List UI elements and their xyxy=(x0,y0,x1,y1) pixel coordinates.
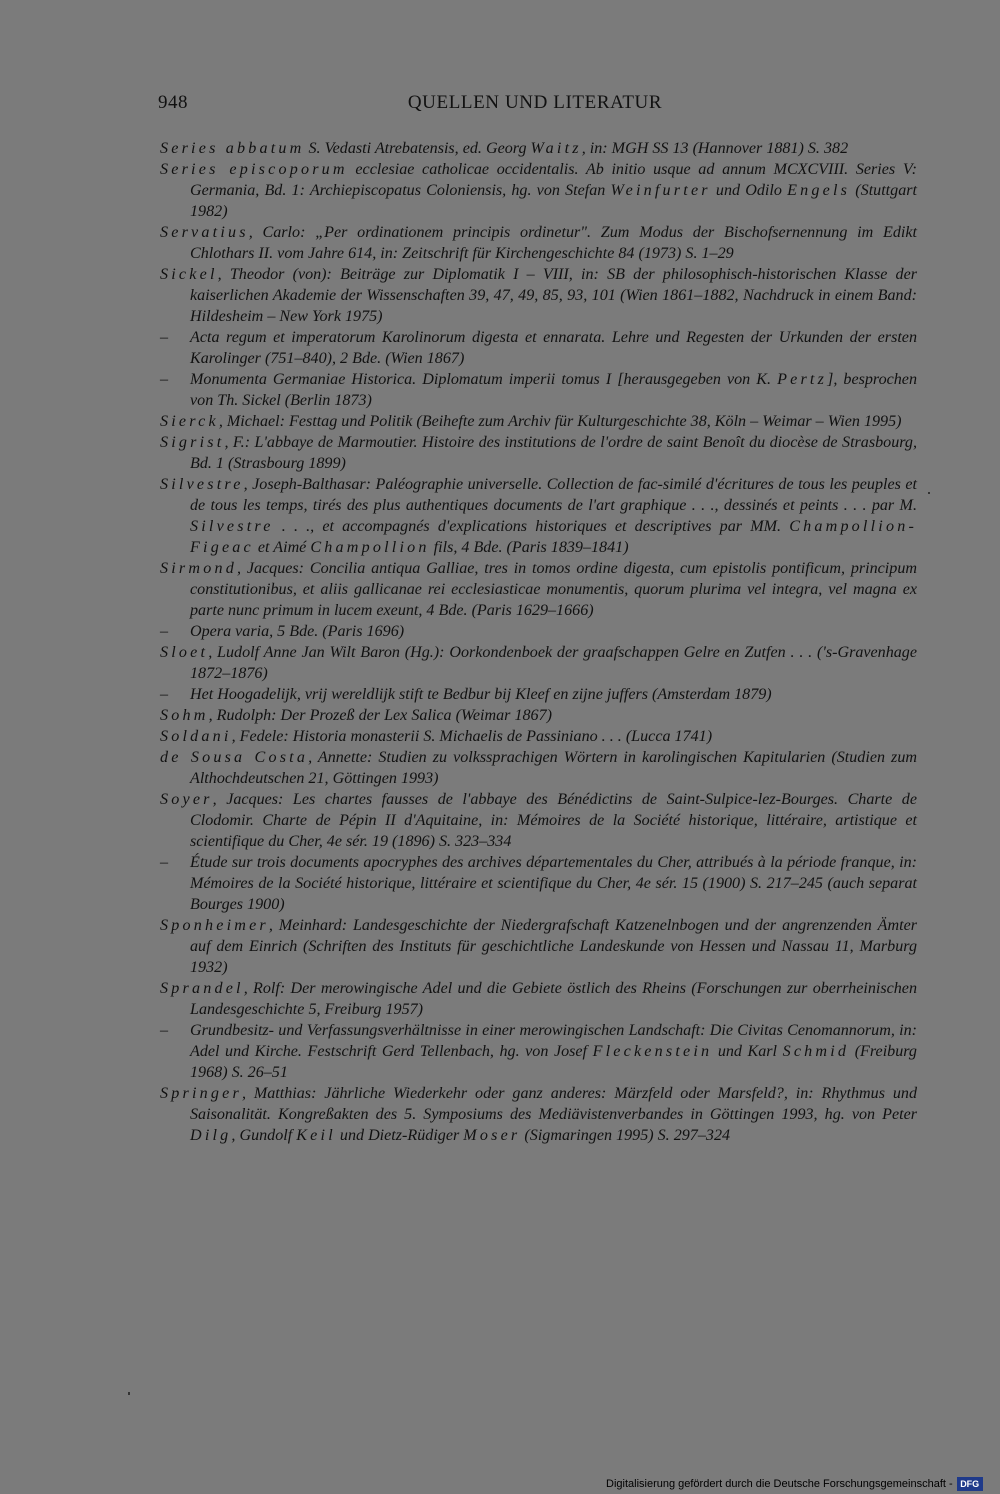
entry-text: Monumenta Germaniae Historica. Diplomatum imperii tomus I [herausgegeben von K. xyxy=(190,371,778,388)
author-name: Pertz xyxy=(777,371,828,388)
entry-text: Acta regum et imperatorum Karolinorum digesta et ennarata. Lehre und Regesten der Urkunden der ersten Karolinger (751–840), 2 Bde. (Wien 1867) xyxy=(190,329,917,367)
bibliography-entry xyxy=(160,264,917,327)
author-name: Schmid xyxy=(782,1043,850,1060)
author-name: Champollion-Figeac xyxy=(190,518,917,556)
entry-text: (Freiburg 1968) S. 26–51 xyxy=(190,1043,917,1081)
scan-speck xyxy=(928,492,930,494)
entry-text: Étude sur trois documents apocryphes des archives départementales du Cher, attribués à la période franque, in: Mémoires de la Société historique, littéraire et scientifique du Cher, 4e sér. 15 (1900) S. 217–245 (auch separat Bourges 1900) xyxy=(190,854,917,913)
bibliography-entry xyxy=(160,1083,917,1146)
bibliography-entry xyxy=(160,789,917,852)
bibliography-entry xyxy=(160,159,917,222)
entry-text: , Rolf: Der merowingische Adel und die Gebiete östlich des Rheins (Forschungen zur oberrheinischen Landesgeschichte 5, Freiburg 1957) xyxy=(190,980,917,1018)
bibliography-entry xyxy=(160,411,917,432)
author-name: Servatius xyxy=(160,224,249,241)
bibliography-entry xyxy=(160,684,917,705)
bibliography-entry xyxy=(160,915,917,978)
author-name: Silvestre xyxy=(160,476,244,493)
repeat-author-dash: – xyxy=(160,623,169,640)
author-name: Keil xyxy=(296,1127,336,1144)
entry-text: et Aimé xyxy=(253,539,311,556)
author-name: Engels xyxy=(787,182,851,199)
author-name: de Sousa Costa xyxy=(160,749,309,766)
author-name: Fleckenstein xyxy=(592,1043,713,1060)
entry-text: , Joseph-Balthasar: Paléographie universelle. Collection de fac-similé d'écritures de tous les peuples et de tous les temps, tirés des plus authentiques documents de l'art graphique . . ., dessinés et peints . . . par M. xyxy=(190,476,917,514)
bibliography-entry xyxy=(160,432,917,474)
author-name: Soyer xyxy=(160,791,213,808)
author-name: Sigrist xyxy=(160,434,225,451)
author-name: Moser xyxy=(463,1127,521,1144)
author-name: Weinfurter xyxy=(610,182,711,199)
entry-text: , Meinhard: Landesgeschichte der Niedergrafschaft Katzenelnbogen und der angrenzenden Ämter auf dem Einrich (Schriften des Instituts für geschichtliche Landeskunde von Hessen und Nassau 11, Marburg 1932) xyxy=(190,917,917,976)
entry-text: . . ., et accompagnés d'explications historiques et descriptives par MM. xyxy=(273,518,790,535)
bibliography-entry xyxy=(160,705,917,726)
entry-text: , Michael: Festtag und Politik (Beihefte zum Archiv für Kulturgeschichte 38, Köln – Weimar – Wien 1995) xyxy=(218,413,902,430)
footer xyxy=(606,1477,983,1491)
page-number: 948 xyxy=(158,92,188,113)
entry-text: ], besprochen von Th. Sickel (Berlin 1873) xyxy=(190,371,917,409)
repeat-author-dash: – xyxy=(160,1022,169,1039)
entry-text: , Jacques: Concilia antiqua Galliae, tres in tomos ordine digesta, cum epistolis pontificum, principum constitutionibus, et aliis gallicanae rei ecclesiasticae monumentis, quorum plurima vel integra, vel magna ex parte nunc primum in lucem exeunt, 4 Bde. (Paris 1629–1666) xyxy=(190,560,917,619)
bibliography-entry xyxy=(160,1020,917,1083)
author-name: Sickel xyxy=(160,266,218,283)
author-name: Series episcoporum xyxy=(160,161,348,178)
entry-text: , Ludolf Anne Jan Wilt Baron (Hg.): Oorkondenboek der graafschappen Gelre en Zutfen . . . ('s-Gravenhage 1872–1876) xyxy=(190,644,917,682)
entry-text: , Theodor (von): Beiträge zur Diplomatik I – VIII, in: SB der philosophisch-historischen Klasse der kaiserlichen Akademie der Wissenschaften 39, 47, 49, 85, 93, 101 (Wien 1861–1882, Nachdruck in einem Band: Hildesheim – New York 1975) xyxy=(190,266,917,325)
entry-text: und Odilo xyxy=(710,182,788,199)
bibliography-entry xyxy=(160,747,917,789)
entry-text: , Annette: Studien zu volkssprachigen Wörtern in karolingischen Kapitularien (Studien zum Althochdeutschen 21, Göttingen 1993) xyxy=(190,749,917,787)
author-name: Sohm xyxy=(160,707,209,724)
entry-text: Opera varia, 5 Bde. (Paris 1696) xyxy=(190,623,405,640)
entry-text: , Rudolph: Der Prozeß der Lex Salica (Weimar 1867) xyxy=(208,707,553,724)
entry-text: , Carlo: „Per ordinationem principis ordinetur". Zum Modus der Bischofsernennung im Edikt Chlothars II. vom Jahre 614, in: Zeitschrift für Kirchengeschichte 84 (1973) S. 1–29 xyxy=(190,224,917,262)
dfg-logo: DFG xyxy=(957,1477,983,1491)
bibliography-entry xyxy=(160,222,917,264)
bibliography-entry xyxy=(160,621,917,642)
entry-text: fils, 4 Bde. (Paris 1839–1841) xyxy=(429,539,629,556)
author-name: Sloet xyxy=(160,644,209,661)
bibliography-entry xyxy=(160,474,917,558)
bibliography-entry xyxy=(160,978,917,1020)
bibliography-entry xyxy=(160,852,917,915)
bibliography-entry xyxy=(160,642,917,684)
entry-text: , Jacques: Les chartes fausses de l'abbaye des Bénédictins de Saint-Sulpice-lez-Bourges. Charte de Clodomir. Charte de Pépin II d'Aquitaine, in: Mémoires de la Société historique, littéraire, artistique et scientifique du Cher, 4e sér. 19 (1896) S. 323–334 xyxy=(190,791,917,850)
entry-text: und Karl xyxy=(712,1043,783,1060)
author-name: Springer xyxy=(160,1085,242,1102)
entry-text: Grundbesitz- und Verfassungsverhältnisse in einer merowingischen Landschaft: Die Civitas Cenomannorum, in: Adel und Kirche. Festschrift Gerd Tellenbach, hg. von Josef xyxy=(190,1022,917,1060)
author-name: Series abbatum xyxy=(160,140,305,157)
author-name: Soldani xyxy=(160,728,232,745)
author-name: Waitz xyxy=(530,140,582,157)
entry-text: Het Hoogadelijk, vrij wereldlijk stift te Bedbur bij Kleef en zijne juffers (Amsterdam 1879) xyxy=(190,686,772,703)
bibliography-entry xyxy=(160,726,917,747)
bibliography-entry xyxy=(160,138,917,159)
entry-text: , Matthias: Jährliche Wiederkehr oder ganz anderes: Märzfeld oder Marsfeld?, in: Rhythmus und Saisonalität. Kongreßakten des 5. Symposiums des Mediävistenverbandes in Göttingen 1993, hg. von Peter xyxy=(190,1085,917,1123)
author-name: Sponheimer xyxy=(160,917,269,934)
footer-text: Digitalisierung gefördert durch die Deutsche Forschungsgemeinschaft - xyxy=(606,1478,953,1490)
bibliography-entry xyxy=(160,369,917,411)
repeat-author-dash: – xyxy=(160,854,169,871)
scan-speck xyxy=(128,1392,130,1395)
bibliography-entry xyxy=(160,327,917,369)
entry-text: und Dietz-Rüdiger xyxy=(335,1127,464,1144)
entry-text: ecclesiae catholicae occidentalis. Ab initio usque ad annum MCXCVIII. Series V: Germania, Bd. 1: Archiepiscopatus Coloniensis, hg. von Stefan xyxy=(190,161,917,199)
entry-text: (Sigmaringen 1995) S. 297–324 xyxy=(520,1127,731,1144)
repeat-author-dash: – xyxy=(160,686,169,703)
entry-text: S. Vedasti Atrebatensis, ed. Georg xyxy=(304,140,531,157)
author-name: Dilg xyxy=(190,1127,232,1144)
author-name: Sierck xyxy=(160,413,219,430)
entry-text: (Stuttgart 1982) xyxy=(190,182,917,220)
repeat-author-dash: – xyxy=(160,329,169,346)
repeat-author-dash: – xyxy=(160,371,169,388)
bibliography-list xyxy=(160,138,917,1146)
author-name: Champollion xyxy=(310,539,430,556)
author-name: Sirmond xyxy=(160,560,237,577)
running-head: QUELLEN UND LITERATUR xyxy=(407,92,663,113)
bibliography-entry xyxy=(160,558,917,621)
author-name: Sprandel xyxy=(160,980,244,997)
entry-text: , in: MGH SS 13 (Hannover 1881) S. 382 xyxy=(581,140,849,157)
author-name: Silvestre xyxy=(190,518,274,535)
entry-text: , Fedele: Historia monasterii S. Michaelis de Passiniano . . . (Lucca 1741) xyxy=(231,728,713,745)
entry-text: , F.: L'abbaye de Marmoutier. Histoire des institutions de l'ordre de saint Benoît du diocèse de Strasbourg, Bd. 1 (Strasbourg 1899) xyxy=(190,434,917,472)
entry-text: , Gundolf xyxy=(231,1127,297,1144)
